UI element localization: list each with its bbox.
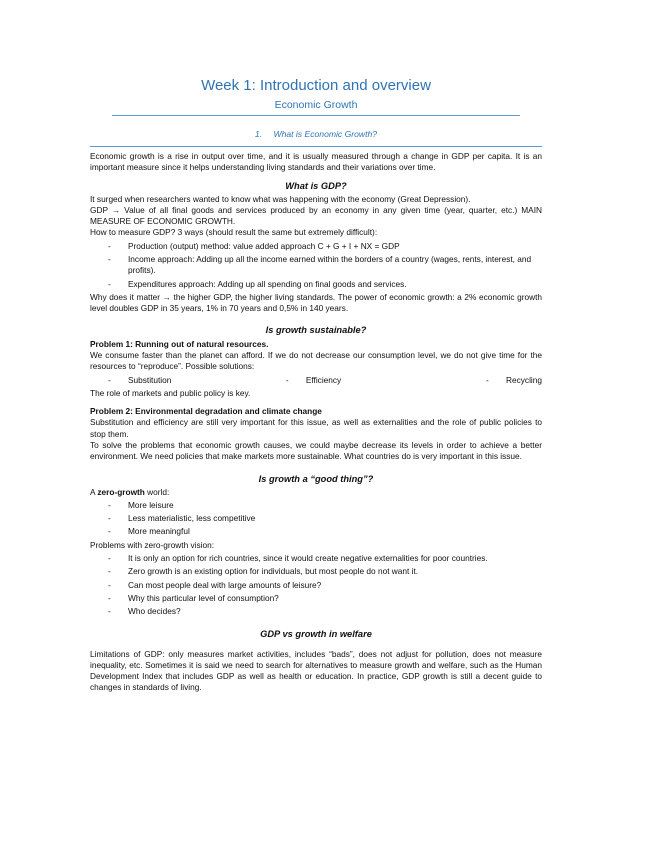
heading-gdp-vs-welfare: GDP vs growth in welfare: [260, 628, 372, 639]
problem-2-paragraph-2: To solve the problems that economic growth causes, we could maybe decrease its levels in order to achieve a better environment. We need policies that make markets more sustainable. What countries do is very important in this issue.: [90, 439, 542, 462]
gdp-paragraph-4: Why does it matter → the higher GDP, the higher living standards. The power of economic growth: a 2% economic growth level doubles GDP in 35 years, 1% in 70 years and 0,5% in 140 years.: [90, 291, 542, 314]
section-divider: [90, 146, 542, 147]
list-item: - Why this particular level of consumption?: [90, 593, 542, 604]
gdp-paragraph-1: It surged when researchers wanted to know what was happening with the economy (Great Depression).: [90, 193, 471, 204]
list-item: - More leisure: [90, 500, 542, 511]
list-item: - Efficiency: [268, 375, 468, 386]
gdp-paragraph-3: How to measure GDP? 3 ways (should result the same but extremely difficult):: [90, 227, 378, 238]
zero-growth-term: zero-growth: [97, 486, 145, 497]
list-item: - It is only an option for rich countries, since it would create negative externalities for poor countries.: [90, 553, 542, 564]
solutions-list: [90, 375, 542, 386]
list-item: - Zero growth is an existing option for individuals, but most people do not want it.: [90, 566, 542, 577]
section-heading: [90, 128, 542, 140]
gdp-paragraph-2: GDP → Value of all final goods and services produced by an economy in any given time (year, quarter, etc.) MAIN MEASURE OF ECONOMIC GROWTH.: [90, 204, 542, 227]
intro-paragraph: Economic growth is a rise in output over time, and it is usually measured through a change in GDP per capita. It is an important measure since it helps understanding living standards and their variations over time.: [90, 151, 542, 173]
zero-growth-intro: A zero-growth world:: [90, 486, 170, 497]
problems-label: Problems with zero-growth vision:: [90, 539, 215, 550]
section-title: What is Economic Growth?: [273, 129, 378, 139]
problem-2-title: Problem 2: Environmental degradation and climate change: [90, 406, 322, 417]
problem-2-paragraph-1: Substitution and efficiency are still very important for this issue, as well as externalities and the role of public policies to stop them.: [90, 417, 542, 439]
section-number: 1.: [254, 129, 263, 139]
heading-is-growth-sustainable: Is growth sustainable?: [265, 324, 367, 335]
problem-1-text: We consume faster than the planet can afford. If we do not decrease our consumption level, we do not give time for the resources to “reproduce”. Possible solutions:: [90, 349, 542, 372]
page-title: Week 1: Introduction and overview: [201, 77, 431, 94]
document-page: [90, 76, 542, 694]
list-item: - Can most people deal with large amounts of leisure?: [90, 580, 542, 591]
role-text: The role of markets and public policy is key.: [90, 387, 251, 398]
gdp-methods-list: [90, 241, 542, 290]
list-item: - Recycling: [468, 375, 542, 386]
title-divider: [112, 115, 520, 116]
list-item: - Production (output) method: value added approach C + G + I + NX = GDP: [90, 241, 542, 252]
list-item: - Expenditures approach: Adding up all spending on final goods and services.: [90, 279, 542, 290]
welfare-paragraph: Limitations of GDP: only measures market activities, includes “bads”, does not adjust for pollution, does not measure inequality, etc. Sometimes it is said we need to search for alternatives to measure growth and welfare, such as the Human Development Index that includes GDP as well as health or education. In practice, GDP growth is still a decent guide to changes in standards of living.: [90, 648, 542, 693]
list-item: - More meaningful: [90, 526, 542, 537]
heading-what-is-gdp: What is GDP?: [285, 180, 347, 191]
zero-growth-world-list: [90, 500, 542, 538]
problem-1-title: Problem 1: Running out of natural resources.: [90, 338, 269, 349]
list-item: - Income approach: Adding up all the income earned within the borders of a country (wages, rents, interest, and profits).: [90, 254, 542, 277]
list-item: - Who decides?: [90, 606, 542, 617]
list-item: - Less materialistic, less competitive: [90, 513, 542, 524]
heading-is-growth-good: Is growth a “good thing”?: [258, 473, 374, 484]
list-item: - Substitution: [90, 375, 268, 386]
page-subtitle: Economic Growth: [274, 99, 358, 111]
zero-growth-problems-list: [90, 553, 542, 617]
